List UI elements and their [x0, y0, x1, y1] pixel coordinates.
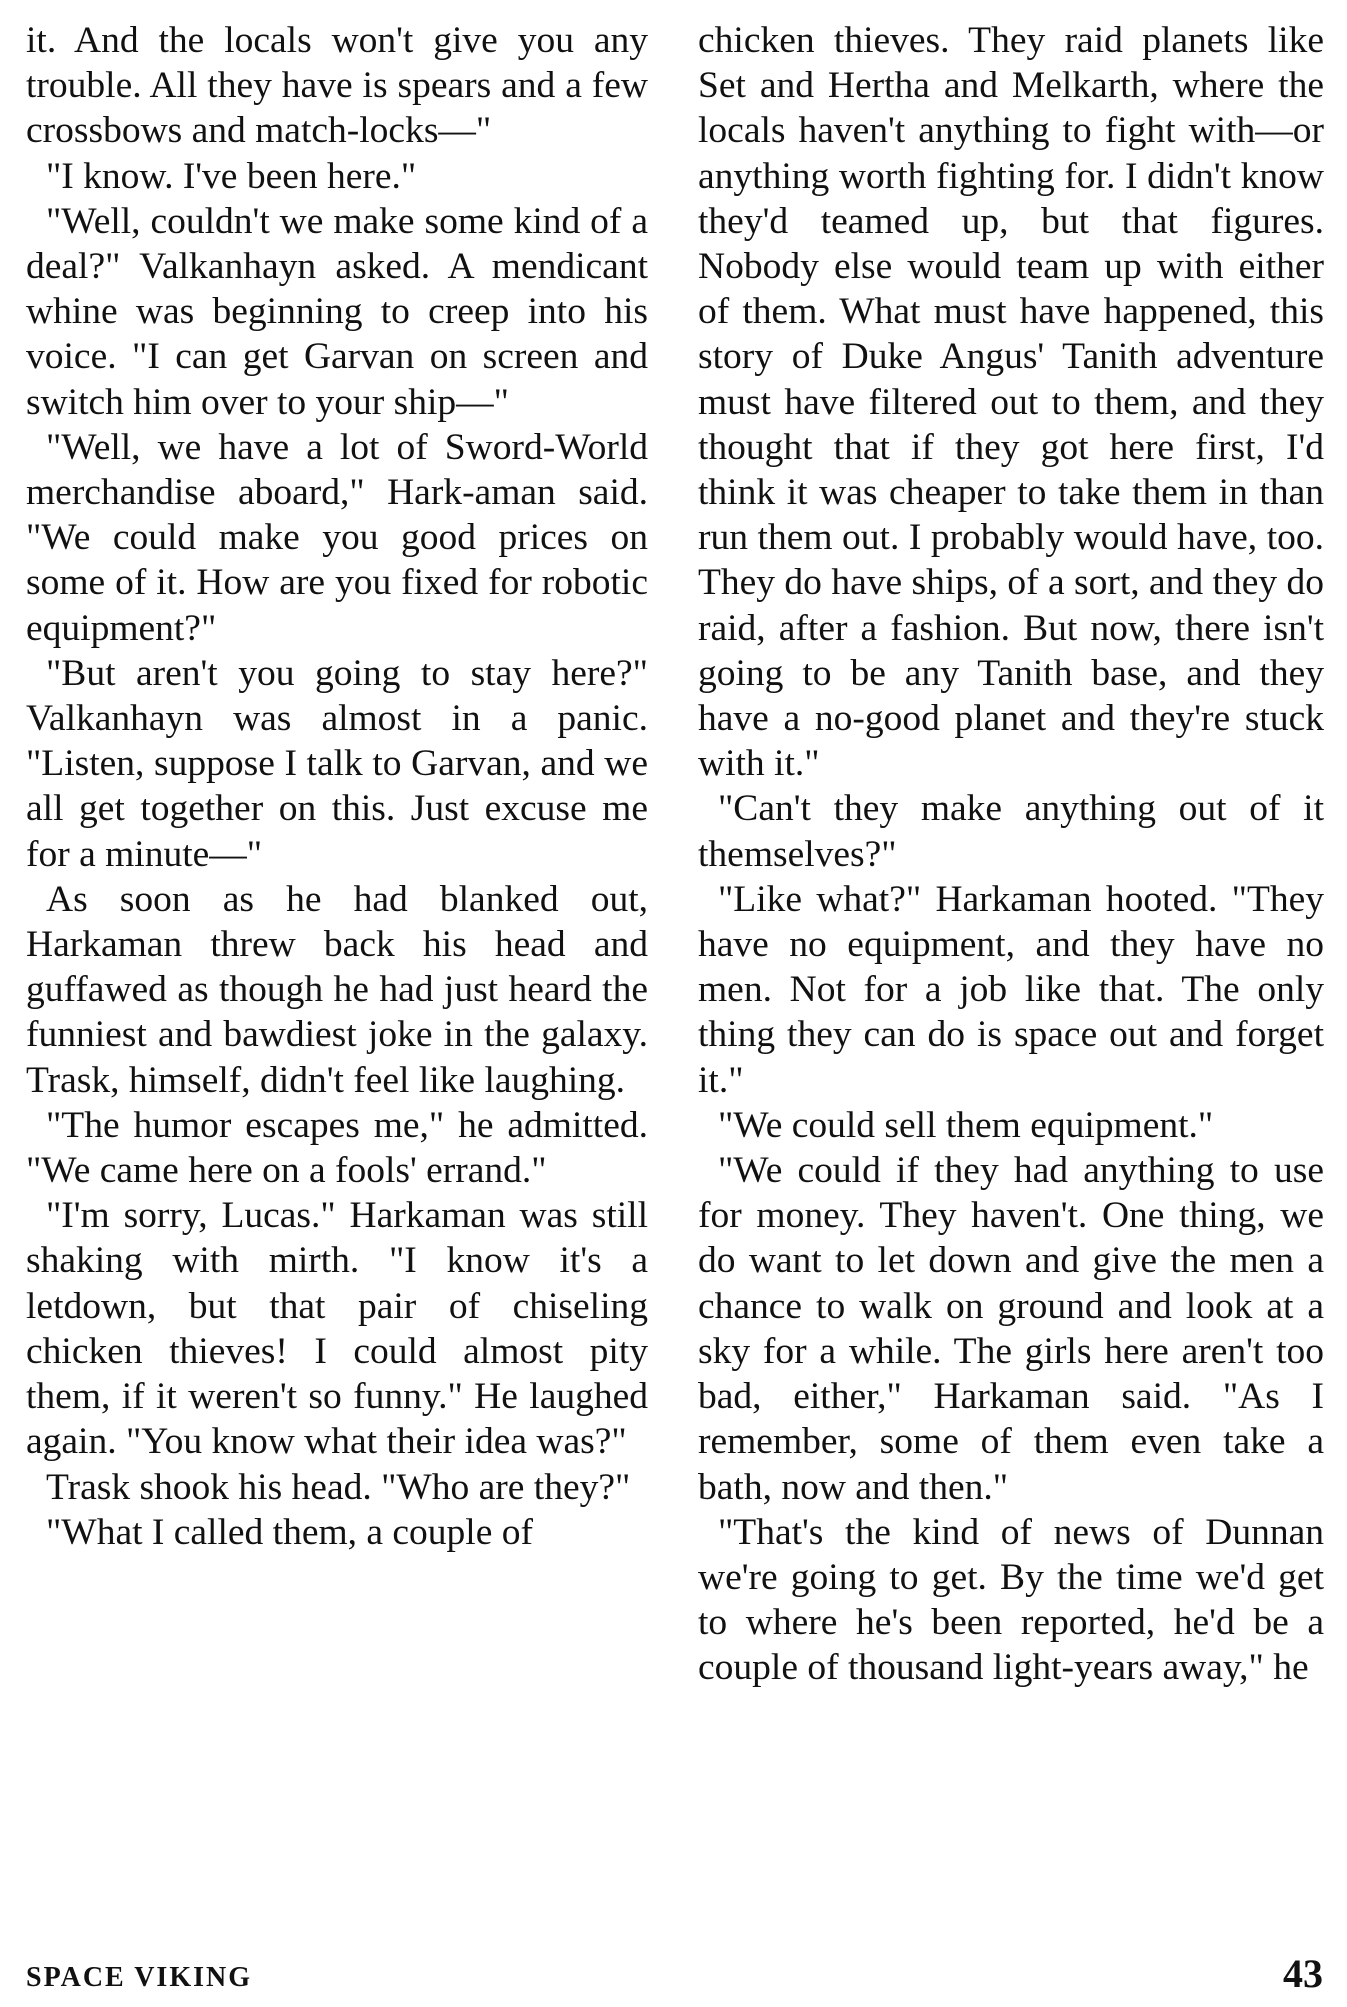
right-column: [698, 18, 1324, 1691]
paragraph: "We could if they had anything to use for money. They haven't. One thing, we do want to let down and give the men a chance to walk on ground and look at a sky for a while. The girls here aren't too bad, either," Harkaman said. "As I remember, some of them even take a bath, now and then.": [698, 1150, 1324, 1508]
paragraph: "I know. I've been here.": [46, 155, 417, 197]
paragraph: "Well, we have a lot of Sword-World merchandise aboard," Hark-aman said. "We could make you good prices on some of it. How are you fixed for robotic equipment?": [26, 426, 648, 649]
paragraph: Trask shook his head. "Who are they?": [46, 1466, 631, 1508]
paragraph: "Well, couldn't we make some kind of a deal?" Valkanhayn asked. A mendicant whine was beginning to creep into his voice. "I can get Garvan on screen and switch him over to your ship—": [26, 200, 648, 423]
paragraph: "I'm sorry, Lucas." Harkaman was still shaking with mirth. "I know it's a letdown, but that pair of chiseling chicken thieves! I could almost pity them, if it weren't so funny." He laughed again. "You know what their idea was?": [26, 1195, 648, 1463]
paragraph: As soon as he had blanked out, Harkaman threw back his head and guffawed as though he had just heard the funniest and bawdiest joke in the galaxy. Trask, himself, didn't feel like laughing.: [26, 878, 648, 1101]
paragraph: "We could sell them equipment.": [718, 1104, 1214, 1146]
paragraph: "But aren't you going to stay here?" Valkanhayn was almost in a panic. "Listen, suppose I talk to Garvan, and we all get together on this. Just excuse me for a minute—": [26, 652, 648, 875]
paragraph: "What I called them, a couple of: [46, 1511, 533, 1553]
paragraph: chicken thieves. They raid planets like Set and Hertha and Melkarth, where the locals haven't anything to fight with—or anything worth fighting for. I didn't know they'd teamed up, but that figures. Nobody else would team up with either of them. What must have happened, this story of Duke Angus' Tanith adventure must have filtered out to them, and they thought that if they got here first, I'd think it was cheaper to take them in than run them out. I probably would have, too. They do have ships, of a sort, and they do raid, after a fashion. But now, there isn't going to be any Tanith base, and they have a no-good planet and they're stuck with it.": [698, 20, 1324, 785]
paragraph: "That's the kind of news of Dunnan we're going to get. By the time we'd get to where he's been reported, he'd be a couple of thousand light-years away," he: [698, 1511, 1324, 1689]
paragraph: "Can't they make anything out of it themselves?": [698, 788, 1324, 875]
left-column: [26, 18, 648, 1555]
running-title: SPACE VIKING: [26, 1962, 253, 1993]
paragraph: "The humor escapes me," he admitted. "We came here on a fools' errand.": [26, 1104, 648, 1192]
page-number: 43: [1283, 1951, 1323, 1996]
paragraph: it. And the locals won't give you any trouble. All they have is spears and a few crossbows and match-locks—": [26, 20, 648, 152]
paragraph: "Like what?" Harkaman hooted. "They have no equipment, and they have no men. Not for a job like that. The only thing they can do is space out and forget it.": [698, 878, 1324, 1101]
